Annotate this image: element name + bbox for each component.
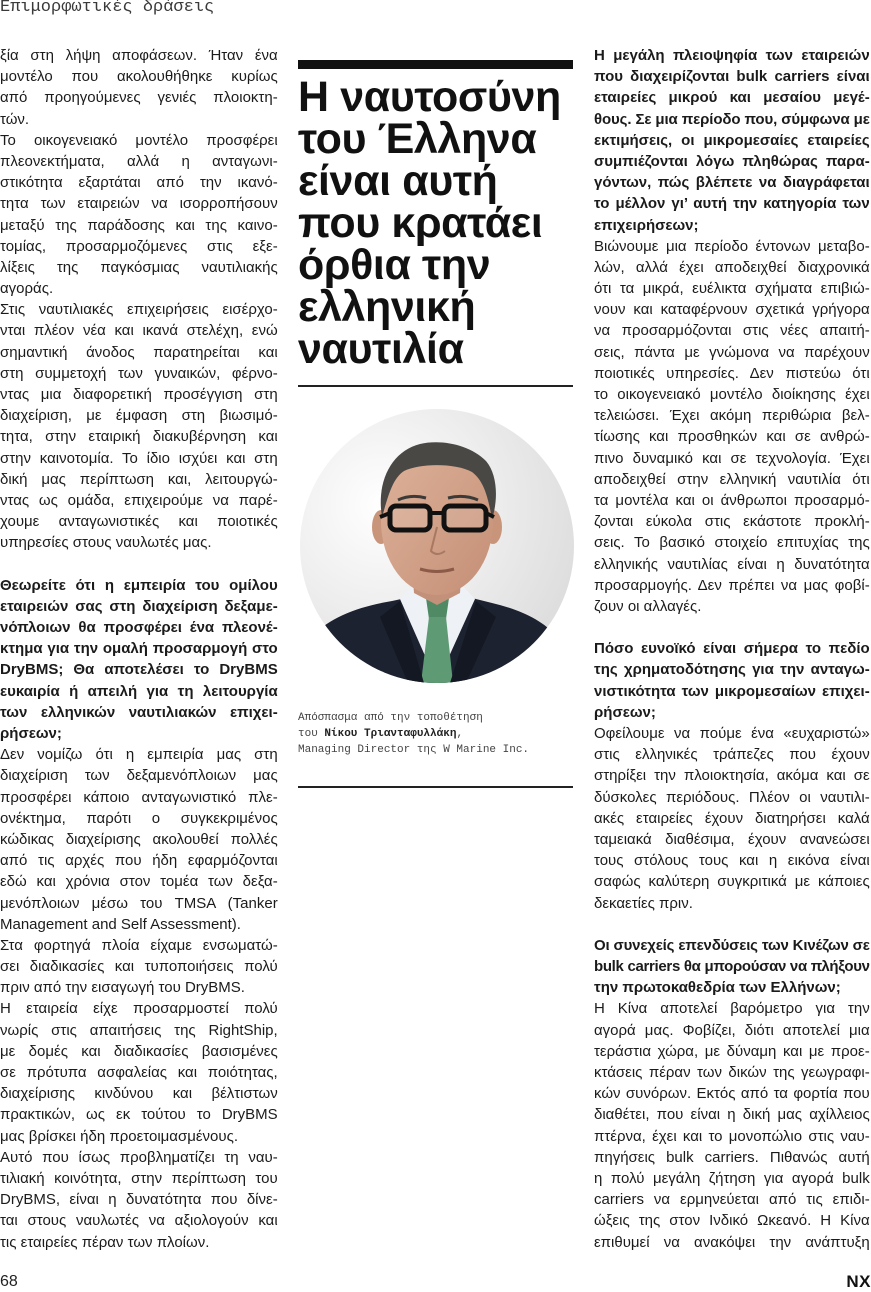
text-line (594, 956, 870, 977)
text-line-content: Η μεγάλη πλειοψηφία των εταιρειών (594, 47, 870, 64)
text-line-content: τίωσης και προσθηκών και σε ανθρώ- (594, 428, 870, 446)
text-line-content: Η εταιρεία είχε προσαρμοστεί πολύ (0, 1000, 278, 1018)
answer-paragraph (0, 1147, 278, 1253)
caption-line: Managing Director της W Marine Inc. (298, 744, 530, 756)
text-line-content: πλεονεκτήματα, αλλά η ανταγωνι- (0, 152, 278, 170)
title-top-bar (298, 60, 573, 69)
text-line (0, 1126, 278, 1147)
text-line (0, 829, 278, 850)
text-line-content: νται πλέον νέα και ικανά στελέχη, ενώ (0, 322, 278, 340)
text-line-content: σημαντική άνοδος παρατηρείται και (0, 343, 278, 361)
title-line: είναι αυτή (298, 157, 498, 205)
text-line-content: ώξεις της στον Ινδικό Ωκεανό. Η Κίνα (594, 1212, 870, 1230)
right-text-column (594, 45, 870, 1253)
page-number: 68 (0, 1273, 18, 1290)
portrait-photo (300, 409, 574, 683)
text-line (0, 405, 278, 426)
text-line (594, 1041, 870, 1062)
text-line (594, 448, 870, 469)
text-line-content: ευκαιρία ή απειλή για τη λειτουργία (0, 682, 278, 700)
text-line (0, 893, 278, 914)
text-line-content: διαθέτει, που είναι η δική μας αχίλλειος (594, 1106, 870, 1124)
text-line (0, 935, 278, 956)
text-line (0, 1168, 278, 1189)
text-line-content: Στις ναυτιλιακές επιχειρήσεις εισέρχο- (0, 301, 278, 319)
text-line-content: στικότητα εξαρτάται από την ικανό- (0, 174, 278, 192)
text-line (0, 744, 278, 765)
text-line-content: ακές εταιρείες έχουν διατηρήσει καλά (594, 809, 870, 827)
text-line (0, 426, 278, 447)
text-line-content: υπηρεσίες στους ναυλωτές μας. (0, 534, 212, 552)
text-line (0, 681, 278, 702)
question-paragraph (594, 935, 870, 999)
question-paragraph (594, 638, 870, 723)
text-line (594, 236, 870, 257)
text-line-content: τιλιακή κοινότητα, στην περίπτωση του (0, 1169, 278, 1187)
text-line-content: θους. Σε μια περίοδο που, σύμφωνα με (594, 110, 870, 128)
text-line-content: νωρίς στις απαιτήσεις της RightShip, (0, 1021, 278, 1039)
text-line-content: στις ελληνικές τράπεζες που έχουν (594, 746, 870, 764)
text-line-content: το οικογενειακό μοντέλο διοίκησης έχει (594, 386, 870, 403)
text-line-content: επιχειρήσεων; (594, 216, 699, 234)
text-line (594, 829, 870, 850)
text-line (594, 130, 870, 151)
text-line-content: της χρηματοδότησης για την ανταγω- (594, 661, 870, 679)
text-line (594, 893, 870, 914)
text-line-content: την πρωτοκαθεδρία των Ελλήνων; (594, 979, 841, 997)
text-line (594, 1210, 870, 1231)
text-line-content: Στα φορτηγά πλοία είχαμε ενσωματώ- (0, 936, 278, 954)
text-line-content: Η Κίνα αποτελεί βαρόμετρο για την (594, 1000, 870, 1018)
question-paragraph (594, 45, 870, 236)
text-line-content: bulk carriers θα μπορούσαν να πλήξουν (594, 958, 870, 976)
text-line (0, 702, 278, 723)
text-line-content: γόντων, πώς βλέπετε να διαγράφεται (594, 174, 870, 192)
text-line-content: νουν και καταφέρνουν σχετικά γρήγορα (594, 301, 870, 319)
text-line (594, 1104, 870, 1125)
text-line-content: πρακτικών, ως εκ τούτου το DryBMS (0, 1106, 278, 1124)
answer-paragraph (594, 998, 870, 1252)
text-line-content: που διαχειρίζονται bulk carriers είναι (594, 68, 870, 86)
text-line (0, 638, 278, 659)
text-line (0, 1062, 278, 1083)
text-line (594, 299, 870, 320)
text-line (0, 1020, 278, 1041)
caption-line: Απόσπασμα από την τοποθέτηση (298, 712, 483, 724)
text-line-content: η πολύ μεγάλη ζήτηση για αγορά bulk (594, 1169, 870, 1187)
text-line-content: νόπλοιων θα προσφέρει ένα πλεονέ- (0, 619, 278, 637)
text-line-content: ρήσεων; (594, 703, 656, 721)
text-line (0, 871, 278, 892)
title-line: ναυτιλία (298, 325, 464, 373)
answer-paragraph (594, 236, 870, 617)
text-line (0, 617, 278, 638)
text-line-content: μας βρίσκει ήδη προετοιμασμένους. (0, 1127, 238, 1145)
text-line-content: ται στους ναυλωτές να αξιολογούν και (0, 1212, 278, 1230)
text-line (594, 490, 870, 511)
text-line-content: ξία στη λήψη αποφάσεων. Ήταν ένα (0, 47, 278, 64)
text-line (0, 956, 278, 977)
answer-paragraph (0, 45, 278, 130)
text-line-content: τών. (0, 110, 30, 128)
text-line (0, 723, 278, 744)
text-line-content: διαχείριση των δεξαμενόπλοιων μας (0, 767, 278, 785)
text-line (594, 808, 870, 829)
text-line (0, 109, 278, 130)
text-line (594, 977, 870, 998)
title-divider (298, 385, 573, 387)
magazine-logo: NX (846, 1272, 871, 1291)
text-line (594, 702, 870, 723)
text-line-content: αποδειχθεί στην ελληνική ναυτιλία ότι (594, 470, 870, 488)
text-line (594, 1189, 870, 1210)
pull-quote-title (298, 73, 573, 373)
text-line (0, 215, 278, 236)
text-line-content: διαχείριση, με έμφαση στη βιωσιμό- (0, 407, 278, 425)
text-line-content: ρήσεων; (0, 725, 62, 742)
title-line: όρθια την (298, 241, 491, 289)
text-line-content: κτάσεις πέραν των δικών της γεωγραφι- (594, 1064, 870, 1081)
text-line-content: Δεν νομίζω ότι η εμπειρία μας στη (0, 746, 278, 764)
caption-line (298, 726, 573, 742)
text-line-content: ντας ως ομάδα, επιχειρούμε να παρέ- (0, 491, 278, 509)
text-line-content: ελληνικής ναυτιλίας είναι η δυνατότητα (594, 555, 870, 573)
text-line (594, 1062, 870, 1083)
text-line-content: πτέρνα, έχει και το μονοπώλιο στις ναυ- (594, 1127, 870, 1145)
title-line: Η ναυτοσύνη (298, 73, 561, 121)
text-line (0, 172, 278, 193)
text-line (594, 384, 870, 405)
text-line (0, 1041, 278, 1062)
text-line (0, 1232, 278, 1253)
text-line (0, 1104, 278, 1125)
text-line-content: από τις αρχές που ήδη εφαρμόζονται (0, 852, 278, 870)
text-line (594, 511, 870, 532)
text-line (594, 1147, 870, 1168)
text-line-content: Το οικογενειακό μοντέλο προσφέρει (0, 131, 278, 149)
text-line-content: σεις, πάντα με γνώμονα να παρέχουν (594, 343, 870, 361)
answer-paragraph (0, 935, 278, 999)
text-line (0, 1083, 278, 1104)
text-line (594, 723, 870, 744)
text-line (0, 236, 278, 257)
text-line (0, 469, 278, 490)
text-line (0, 490, 278, 511)
caption-divider (298, 786, 573, 788)
text-line (0, 1147, 278, 1168)
text-line (594, 850, 870, 871)
text-line-content: Οι συνεχείς επενδύσεις των Κινέζων σε (594, 936, 870, 954)
text-line (594, 744, 870, 765)
text-line (594, 87, 870, 108)
text-line-content: σει διαδικασίες και τυποποιήσεις πολύ (0, 958, 278, 976)
text-line-content: εταιρείες μικρού και μεσαίου μεγέ- (594, 89, 870, 107)
text-line (594, 215, 870, 236)
text-line (0, 299, 278, 320)
text-line (594, 426, 870, 447)
title-line: ελληνική (298, 283, 476, 331)
text-line (594, 278, 870, 299)
text-line (594, 109, 870, 130)
text-line (0, 977, 278, 998)
text-line (594, 363, 870, 384)
text-line-content: μοντέλο που ακολουθήθηκε κυρίως (0, 68, 278, 86)
text-line-content: τεράστια χώρα, με δύναμη και με προε- (594, 1042, 870, 1060)
text-line-content: κώδικας διαχείρισης ακολουθεί πολλές (0, 830, 278, 848)
text-line-content: ταμειακά διαθέσιμα, έχουν ανανεώσει (594, 830, 870, 848)
text-line (0, 320, 278, 341)
text-line-content: εταιρειών σας στη διαχείριση δεξαμε- (0, 597, 278, 615)
text-line (594, 935, 870, 956)
text-line (0, 257, 278, 278)
text-line (0, 511, 278, 532)
text-line (0, 384, 278, 405)
text-line (594, 871, 870, 892)
text-line (594, 193, 870, 214)
text-line (0, 278, 278, 299)
text-line-content: Θεωρείτε ότι η εμπειρία του ομίλου (0, 576, 278, 594)
text-line-content: τελειώσει. Έχει ακόμη περιθώρια βελ- (594, 407, 870, 425)
text-line (0, 363, 278, 384)
text-line-content: το μέλλον γι’ αυτή την κατηγορία των (594, 195, 870, 213)
text-line (594, 342, 870, 363)
text-line-content: με δομές και διαδικασίες βασισμένες (0, 1042, 278, 1060)
caption-prefix: του (298, 728, 325, 740)
text-line (0, 808, 278, 829)
text-line-content: ντας μια διαφορετική προσέγγιση στη (0, 386, 278, 403)
text-line-content: τις εταιρείες πέραν των πλοίων. (0, 1233, 210, 1251)
text-line-content: ζονται εύκολα στις εκάστοτε προκλή- (594, 513, 870, 531)
text-line-content: δεκαετίες πριν. (594, 894, 693, 912)
text-line-content: κτημα για την ομαλή προσαρμογή στο (0, 640, 278, 658)
text-line-content: προσφέρει κάποιο ανταγωνιστικό πλε- (0, 788, 278, 806)
caption-suffix: , (456, 728, 464, 740)
portrait-glasses-right (444, 506, 486, 530)
text-line-content: ζουν οι αλλαγές. (594, 597, 702, 615)
text-line (0, 850, 278, 871)
answer-paragraph (0, 998, 278, 1146)
text-line (594, 257, 870, 278)
text-line (0, 787, 278, 808)
text-line (594, 1168, 870, 1189)
text-line (594, 596, 870, 617)
text-line-content: τα μοντέλα και οι άνθρωποι προσαρμό- (594, 491, 870, 509)
text-line (0, 151, 278, 172)
text-line-content: προσαρμογής. Δεν πρέπει να μας φοβί- (594, 576, 870, 594)
text-line-content: δύσκολες περιόδους. Πλέον οι ναυτιλι- (594, 788, 870, 806)
text-line-content: λών, αλλά έχει αποδειχθεί διαχρονικά (594, 258, 870, 276)
text-line (594, 320, 870, 341)
text-line (0, 448, 278, 469)
text-line (594, 1126, 870, 1147)
text-line-content: Βιώνουμε μια περίοδο έντονων μεταβο- (594, 237, 870, 255)
title-line: που κρατάει (298, 199, 543, 247)
text-line-content: στηρίξει την πλοιοκτησία, ακόμα και σε (594, 767, 870, 785)
text-line-content: των ελληνικών ναυτιλιακών επιχει- (0, 703, 278, 721)
text-line-content: ότι τα μικρά, ευέλικτα σχήματα επιβιώ- (594, 280, 870, 298)
text-line (0, 66, 278, 87)
text-line (0, 998, 278, 1019)
text-line-content: τητα, στην εταιρική διακυβέρνηση και (0, 428, 278, 446)
text-line (594, 1020, 870, 1041)
text-line-content: δική μας περίπτωση και, λειτουργώ- (0, 470, 278, 488)
text-line (0, 532, 278, 553)
text-line-content: στην καινοτομία. Το ίδιο ισχύει και στη (0, 449, 278, 467)
text-line-content: μεταξύ της παράδοσης και της καινο- (0, 216, 278, 234)
text-line (0, 1189, 278, 1210)
text-line-content: μενόπλοιων μέσω του TMSA (Tanker (0, 894, 278, 912)
text-line (594, 151, 870, 172)
text-line (594, 405, 870, 426)
text-line-content: στη συμμετοχή των γυναικών, φέρνο- (0, 364, 278, 382)
text-line-content: χουμε ανταγωνιστικές και ποιοτικές (0, 513, 278, 531)
text-line-content: τους στόλους τους και η εικόνα είναι (594, 852, 870, 870)
text-line (594, 554, 870, 575)
text-line-content: συμπιέζονται λόγω πληθώρας παρα- (594, 152, 870, 170)
text-line-content: νιστικότητα των μικρομεσαίων επιχει- (594, 682, 870, 700)
portrait-glasses-left (390, 506, 430, 530)
text-line-content: σεις. Το βασικό στοιχείο επιτυχίας της (594, 534, 870, 552)
text-line-content: λίξεις της παγκόσμιας ναυτιλιακής (0, 258, 278, 276)
answer-paragraph (0, 744, 278, 935)
text-line (594, 998, 870, 1019)
text-line (594, 172, 870, 193)
text-line (0, 575, 278, 596)
text-line (0, 45, 278, 66)
text-line (594, 45, 870, 66)
text-line (594, 638, 870, 659)
title-line: του Έλληνα (298, 115, 537, 163)
text-line-content: σαφώς καλύτερη συγκριτικά με κάποιες (594, 873, 870, 891)
answer-paragraph (594, 723, 870, 914)
answer-paragraph (0, 130, 278, 300)
text-line-content: αγορά μας. Φοβίζει, διότι αποτελεί μια (594, 1021, 870, 1039)
text-line (0, 765, 278, 786)
text-line (594, 681, 870, 702)
text-line (594, 1232, 870, 1253)
text-line (594, 532, 870, 553)
text-line-content: ποιοτικές υπηρεσίες. Δεν πιστεύω ότι (594, 364, 870, 382)
text-line-content: Management and Self Assessment). (0, 915, 241, 933)
text-line-content: πηγήσεις bulk carriers. Πιθανώς αυτή (594, 1148, 870, 1166)
text-line (594, 1083, 870, 1104)
text-line-content: τομίας, προσαρμοζόμενες στις εξε- (0, 237, 278, 255)
text-line-content: Αυτό που ίσως προβληματίζει τη ναυ- (0, 1148, 278, 1166)
text-line-content: Πόσο ευνοϊκό είναι σήμερα το πεδίο (594, 640, 870, 658)
caption-person-name: Νίκου Τριανταφυλλάκη (324, 728, 457, 740)
text-line (594, 659, 870, 680)
answer-paragraph (0, 299, 278, 553)
text-line (0, 342, 278, 363)
text-line (0, 87, 278, 108)
text-line (0, 1210, 278, 1231)
question-paragraph (0, 575, 278, 745)
text-line-content: σε πρότυπα ασφαλείας και ποιότητας, (0, 1064, 278, 1081)
text-line (594, 765, 870, 786)
text-line-content: DryBMS, είναι η δυνατότητα που δίνε- (0, 1191, 278, 1209)
left-text-column (0, 45, 278, 1253)
section-header: Επιμορφωτικές δράσεις (0, 0, 215, 17)
text-line-content: επιθυμεί να ανακόψει την ανάπτυξη (594, 1233, 870, 1251)
text-line-content: διαχείρισης κινδύνου και βέλτιστων (0, 1085, 278, 1103)
text-line-content: εδώ και χρόνια στον τομέα των δεξα- (0, 873, 278, 891)
text-line (0, 193, 278, 214)
text-line-content: να προσαρμόζονται στις νέες απαιτή- (594, 322, 870, 340)
text-line-content: τητα των εταιρειών να ισορροπήσουν (0, 195, 278, 213)
text-line (0, 130, 278, 151)
text-line-content: εκτιμήσεις, οι μικρομεσαίες εταιρείες (594, 131, 870, 149)
text-line (594, 787, 870, 808)
text-line (0, 914, 278, 935)
text-line-content: DryBMS; Θα αποτελέσει το DryBMS (0, 661, 278, 679)
text-line (0, 596, 278, 617)
text-line-content: αγοράς. (0, 280, 54, 298)
text-line-content: carriers να ερμηνεύεται από τις επιδι- (594, 1191, 870, 1209)
text-line-content: Οφείλουμε να πούμε ένα «ευχαριστώ» (594, 725, 870, 742)
text-line-content: κών συνόρων. Εκτός από τα φορτία που (594, 1085, 870, 1103)
text-line (594, 575, 870, 596)
text-line-content: ονέκτημα, παρότι ο συγκεκριμένος (0, 809, 278, 827)
text-line (594, 66, 870, 87)
photo-caption (298, 710, 573, 758)
text-line (594, 469, 870, 490)
text-line-content: πριν από την εισαγωγή του DryBMS. (0, 979, 245, 997)
text-line-content: πινο δυναμικό και σε τεχνολογία. Έχει (594, 449, 870, 467)
text-line-content: από προηγούμενες γενιές πλοιοκτη- (0, 89, 278, 107)
text-line (0, 659, 278, 680)
